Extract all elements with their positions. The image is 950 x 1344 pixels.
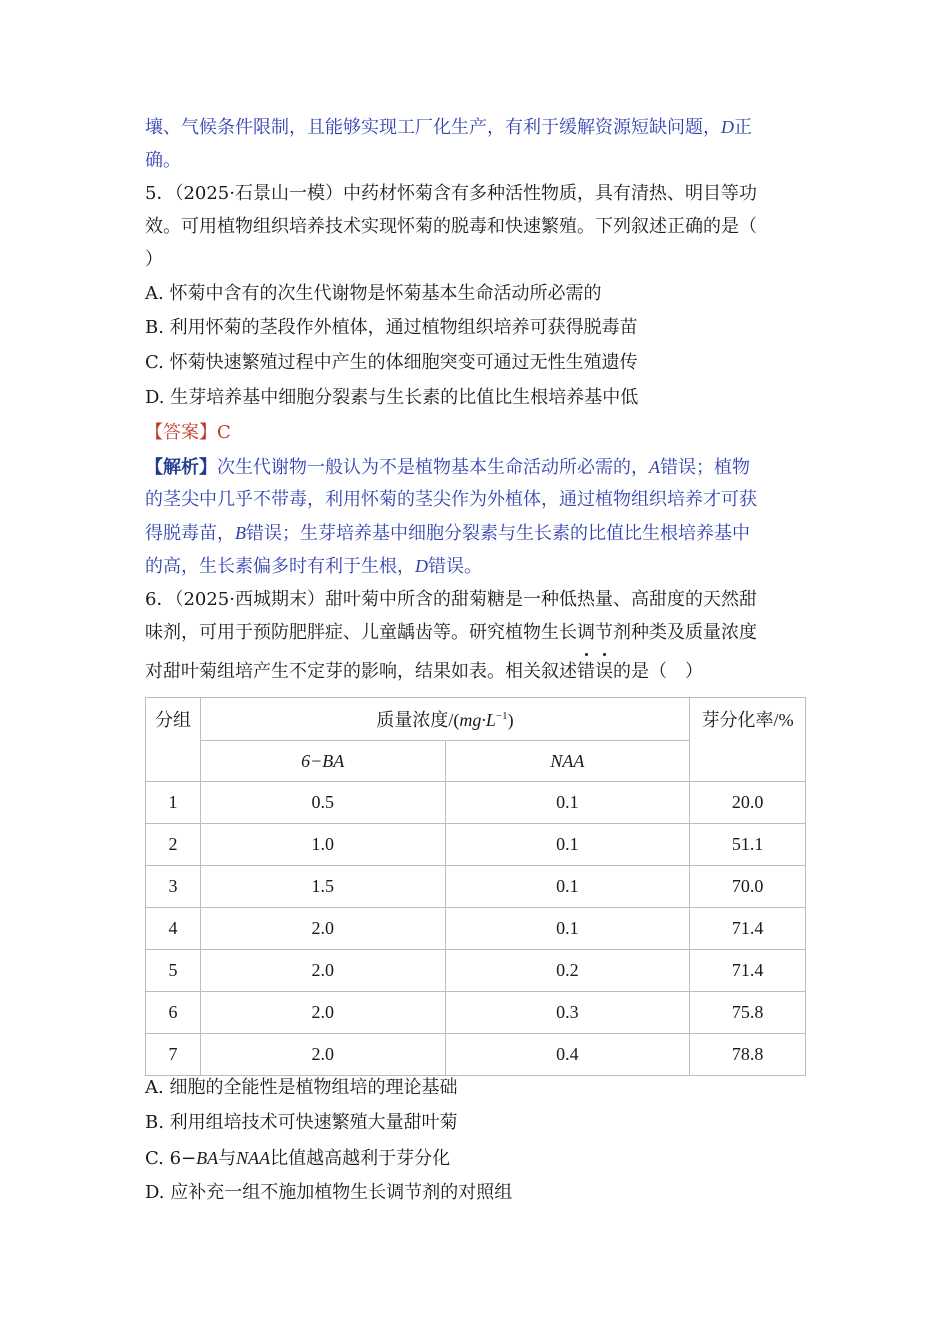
prev-analysis-line-1: 壤、气候条件限制，且能够实现工厂化生产，有利于缓解资源短缺问题，D正 <box>145 117 752 138</box>
q5-option-a: A. 怀菊中含有的次生代谢物是怀菊基本生命活动所必需的 <box>145 283 602 304</box>
table-row: 1 0.5 0.1 20.0 <box>146 782 806 824</box>
q5-stem-line-1: 5．（2025·石景山一模）中药材怀菊含有多种活性物质，具有清热、明目等功 <box>145 183 757 204</box>
emphasis-char: 错 <box>577 661 595 682</box>
table-row: 2 1.0 0.1 51.1 <box>146 824 806 866</box>
q5-option-b: B. 利用怀菊的茎段作外植体，通过植物组织培养可获得脱毒苗 <box>145 317 638 338</box>
table-row: 6 2.0 0.3 75.8 <box>146 992 806 1034</box>
table-row: 4 2.0 0.1 71.4 <box>146 908 806 950</box>
q5-analysis-line-2: 的茎尖中几乎不带毒，利用怀菊的茎尖作为外植体，通过植物组织培养才可获 <box>145 489 757 510</box>
header-6ba: 6−BA <box>200 741 445 782</box>
q5-option-c: C. 怀菊快速繁殖过程中产生的体细胞突变可通过无性生殖遗传 <box>145 352 638 373</box>
table-row: 7 2.0 0.4 78.8 <box>146 1034 806 1076</box>
table-row: 3 1.5 0.1 70.0 <box>146 866 806 908</box>
q5-analysis-line-4: 的高，生长素偏多时有利于生根，D错误。 <box>145 556 482 577</box>
table-row: 5 2.0 0.2 71.4 <box>146 950 806 992</box>
header-rate: 芽分化率/% <box>690 698 806 782</box>
q6-stem-line-2: 味剂，可用于预防肥胖症、儿童龋齿等。研究植物生长调节剂种类及质量浓度 <box>145 622 757 643</box>
q5-option-d: D. 生芽培养基中细胞分裂素与生长素的比值比生根培养基中低 <box>145 387 639 408</box>
q6-option-b: B. 利用组培技术可快速繁殖大量甜叶菊 <box>145 1112 458 1133</box>
header-concentration: 质量浓度$/(mg\cdot L^{-1})$ <box>200 698 689 741</box>
q5-stem-line-3: ） <box>145 249 163 270</box>
q6-stem-line-1: 6．（2025·西城期末）甜叶菊中所含的甜菊糖是一种低热量、高甜度的天然甜 <box>145 589 757 610</box>
header-group: 分组 <box>146 698 201 782</box>
q6-option-d: D. 应补充一组不施加植物生长调节剂的对照组 <box>145 1182 513 1203</box>
emphasis-char: 误 <box>595 661 613 682</box>
results-table <box>145 697 806 1076</box>
q6-option-a: A. 细胞的全能性是植物组培的理论基础 <box>145 1077 458 1098</box>
q5-stem-line-2: 效。可用植物组织培养技术实现怀菊的脱毒和快速繁殖。下列叙述正确的是（ <box>145 216 757 237</box>
header-naa: NAA <box>445 741 690 782</box>
q6-option-c: C. 6−BA与NAA比值越高越利于芽分化 <box>145 1148 451 1169</box>
q6-stem-line-3: 对甜叶菊组培产生不定芽的影响，结果如表。相关叙述错误的是（ ） <box>145 661 703 682</box>
q5-analysis-line-1: 【解析】次生代谢物一般认为不是植物基本生命活动所必需的，A错误；植物 <box>145 457 750 478</box>
prev-analysis-line-2: 确。 <box>145 150 181 171</box>
q5-answer: 【答案】C <box>145 422 231 443</box>
q5-analysis-line-3: 得脱毒苗，B错误；生芽培养基中细胞分裂素与生长素的比值比生根培养基中 <box>145 523 750 544</box>
